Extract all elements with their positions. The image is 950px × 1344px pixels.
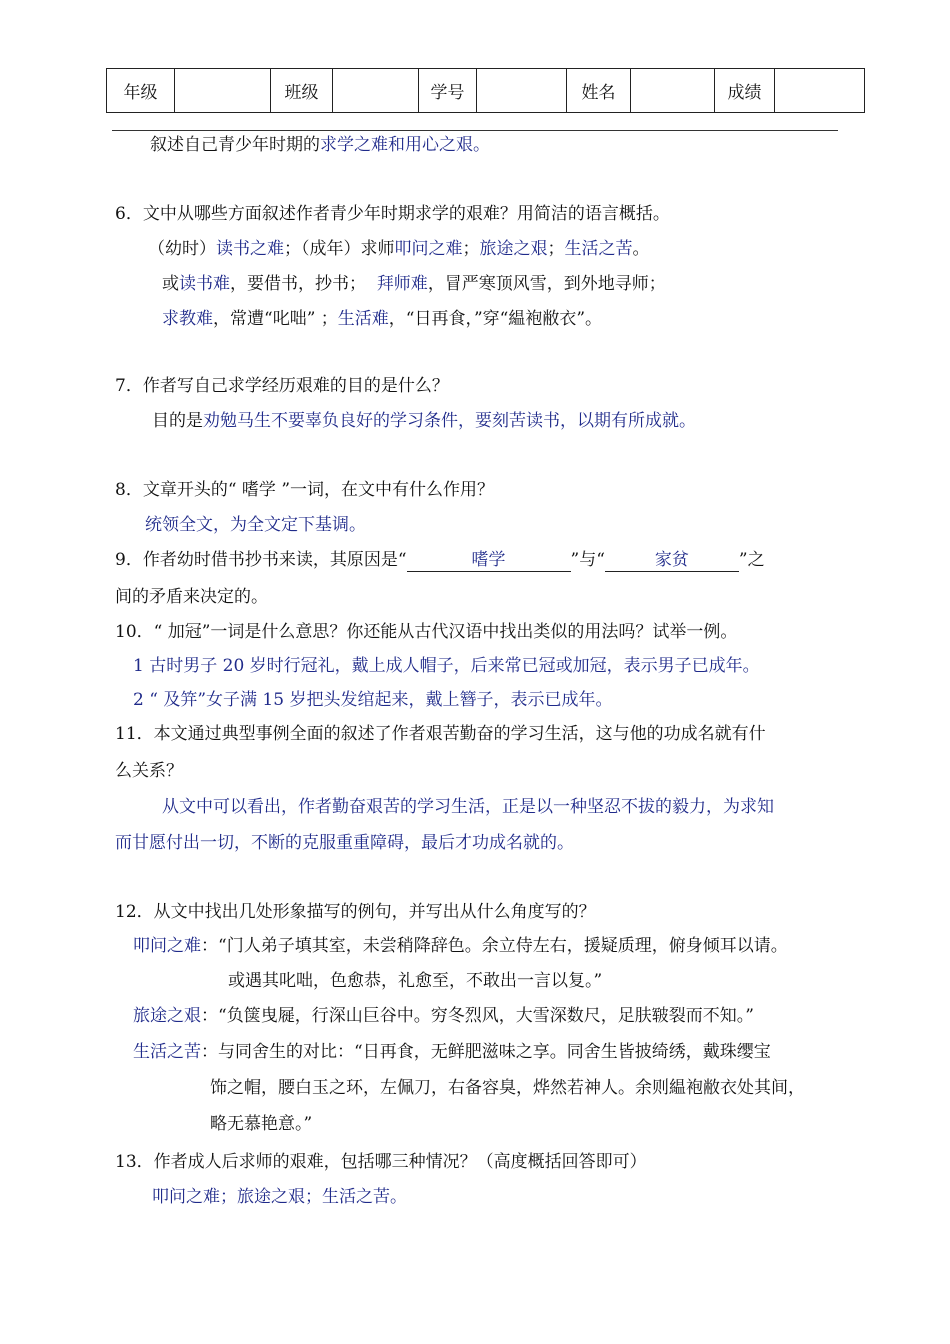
answer-12-5: 饰之帽，腰白玉之环，左佩刀，右备容臭，烨然若神人。余则緼袍敝衣处其间， xyxy=(210,1078,805,1098)
a6-part: 旅途之艰 xyxy=(479,239,548,259)
q9-blank-1: 嗜学 xyxy=(407,549,571,572)
question-6: 6．文中从哪些方面叙述作者青少年时期求学的艰难？用简洁的语言概括。 xyxy=(115,204,670,224)
a6-part: 拜师难 xyxy=(376,274,428,294)
q9-part: ”之 xyxy=(738,550,765,570)
question-10: 10．“ 加冠”一词是什么意思？你还能从古代汉语中找出类似的用法吗？试举一例。 xyxy=(115,622,738,642)
student-info-table xyxy=(106,68,865,113)
class-value xyxy=(333,69,419,113)
answer-12-2: 或遇其叱咄，色愈恭，礼愈至，不敢出一言以复。” xyxy=(228,971,603,991)
a12-text: ：与同舍生的对比：“日再食，无鲜肥滋味之享。同舍生皆披绮绣，戴珠缨宝 xyxy=(201,1042,771,1062)
a12-text: ：“负箧曳屣，行深山巨谷中。穷冬烈风，大雪深数尺，足肤皲裂而不知。” xyxy=(201,1006,754,1026)
answer-6-line-3 xyxy=(162,308,602,330)
a12-text: ：“门人弟子填其室，未尝稍降辞色。余立侍左右，援疑质理，俯身倾耳以请。 xyxy=(201,936,788,956)
class-label: 班级 xyxy=(271,69,333,113)
grade-label: 年级 xyxy=(107,69,175,113)
grade-value xyxy=(175,69,271,113)
answer-12-1 xyxy=(133,935,788,957)
a6-part: 。 xyxy=(632,239,650,259)
a6-part: ；（成年）求师 xyxy=(284,239,395,259)
a12-label: 旅途之艰 xyxy=(133,1006,201,1026)
answer-7 xyxy=(152,410,696,432)
question-9 xyxy=(115,549,765,572)
a6-part: ； xyxy=(462,239,480,259)
intro-answer: 求学之难和用心之艰。 xyxy=(320,135,490,155)
a6-part: ，冒严寒顶风雪，到外地寻师； xyxy=(427,274,666,294)
a6-part: （幼时） xyxy=(148,239,216,259)
answer-13: 叩问之难；旅途之艰；生活之苦。 xyxy=(152,1187,407,1207)
a6-part: ，“日再食，”穿“緼袍敝衣”。 xyxy=(388,309,603,329)
a6-part: 或 xyxy=(162,274,179,294)
a7-part: 目的是 xyxy=(152,411,203,431)
a6-part: ； xyxy=(547,239,565,259)
header-divider xyxy=(112,130,838,131)
a12-label: 生活之苦 xyxy=(133,1042,201,1062)
q9-part: 9．作者幼时借书抄书来读，其原因是“ xyxy=(115,550,407,570)
question-11: 11．本文通过典型事例全面的叙述了作者艰苦勤奋的学习生活，这与他的功成名就有什 xyxy=(115,724,766,744)
answer-12-3 xyxy=(133,1005,754,1027)
name-value xyxy=(631,69,715,113)
answer-8: 统领全文，为全文定下基调。 xyxy=(145,515,366,535)
intro-text: 叙述自己青少年时期的 xyxy=(150,135,320,155)
question-11-cont: 么关系？ xyxy=(115,761,183,781)
question-8: 8．文章开头的“ 嗜学 ”一词，在文中有什么作用？ xyxy=(115,480,495,500)
a6-part: 生活难 xyxy=(337,309,389,329)
a6-part: ，常遭“叱咄” ； xyxy=(213,309,338,329)
q9-blank-2: 家贫 xyxy=(605,549,739,572)
a7-part: 劝勉马生不要辜负良好的学习条件，要刻苦读书，以期有所成就。 xyxy=(203,411,696,431)
question-13: 13．作者成人后求师的艰难，包括哪三种情况？（高度概括回答即可） xyxy=(115,1152,647,1172)
intro-line xyxy=(150,134,490,156)
student-id-label: 学号 xyxy=(419,69,477,113)
a6-part: 读书难 xyxy=(179,274,230,294)
answer-12-6: 略无慕艳意。” xyxy=(210,1114,313,1134)
answer-12-4 xyxy=(133,1041,771,1063)
answer-11-1: 从文中可以看出，作者勤奋艰苦的学习生活，正是以一种坚忍不拔的毅力，为求知 xyxy=(162,797,774,817)
a6-part: 生活之苦 xyxy=(564,239,633,259)
answer-10-1: 1 古时男子 20 岁时行冠礼，戴上成人帽子，后来常已冠或加冠，表示男子已成年。 xyxy=(133,656,760,676)
a6-part: ，要借书，抄书； xyxy=(230,274,366,294)
a6-part: 求教难 xyxy=(162,309,213,329)
answer-10-2: 2 “ 及笄”女子满 15 岁把头发绾起来，戴上簪子，表示已成年。 xyxy=(133,690,613,710)
q9-part: ”与“ xyxy=(570,550,605,570)
question-12: 12．从文中找出几处形象描写的例句，并写出从什么角度写的？ xyxy=(115,902,596,922)
student-id-value xyxy=(477,69,567,113)
score-label: 成绩 xyxy=(715,69,775,113)
answer-6-line-2 xyxy=(162,273,666,295)
answer-6-line-1 xyxy=(148,238,650,260)
question-7: 7．作者写自己求学经历艰难的目的是什么？ xyxy=(115,376,449,396)
name-label: 姓名 xyxy=(567,69,631,113)
answer-11-2: 而甘愿付出一切，不断的克服重重障碍，最后才功成名就的。 xyxy=(115,833,574,853)
a12-label: 叩问之难 xyxy=(133,936,201,956)
question-9-cont: 间的矛盾来决定的。 xyxy=(115,587,268,607)
a6-part: 读书之难 xyxy=(216,239,284,259)
a6-part: 叩问之难 xyxy=(394,239,463,259)
score-value xyxy=(775,69,865,113)
